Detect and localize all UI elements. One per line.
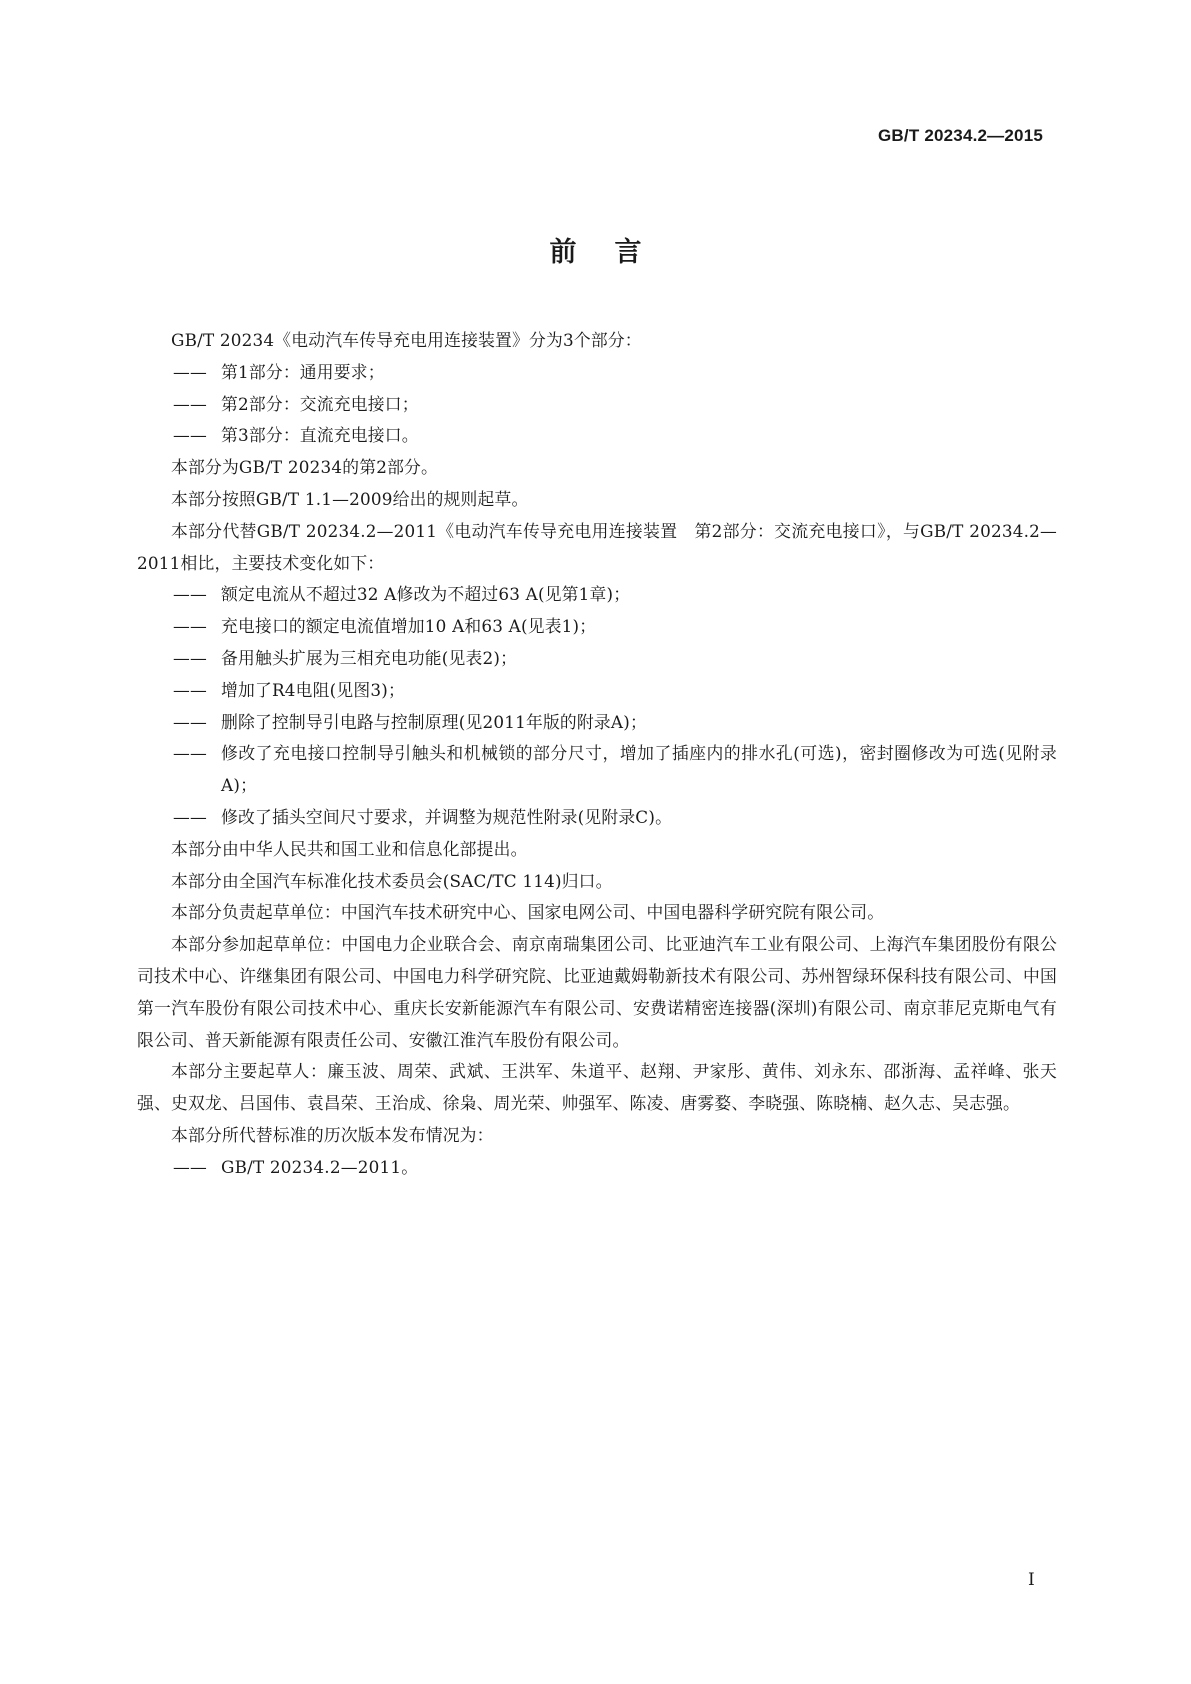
page-number: I xyxy=(1028,1570,1035,1590)
body-paragraph: 本部分由全国汽车标准化技术委员会(SAC/TC 114)归口。 xyxy=(171,870,613,891)
body-paragraph: 本部分为GB/T 20234的第2部分。 xyxy=(171,457,439,478)
dash-item-text: 删除了控制导引电路与控制原理(见2011年版的附录A)； xyxy=(221,711,647,732)
dash-list-item xyxy=(137,707,1057,739)
em-dash-marker: —— xyxy=(173,584,207,605)
em-dash-marker: —— xyxy=(173,425,207,446)
dash-list-item xyxy=(137,611,1057,643)
em-dash-marker: —— xyxy=(173,361,207,382)
body-paragraph: 本部分由中华人民共和国工业和信息化部提出。 xyxy=(171,838,528,859)
dash-list-item xyxy=(137,420,1057,452)
dash-item-text: 第3部分：直流充电接口。 xyxy=(221,425,419,446)
dash-item-text: 修改了插头空间尺寸要求，并调整为规范性附录(见附录C)。 xyxy=(221,806,673,827)
em-dash-marker: —— xyxy=(173,711,207,732)
em-dash-marker: —— xyxy=(173,743,207,764)
body-paragraph: 本部分按照GB/T 1.1—2009给出的规则起草。 xyxy=(171,488,529,509)
body-paragraph: GB/T 20234《电动汽车传导充电用连接装置》分为3个部分： xyxy=(171,330,642,350)
page-title: 前言 xyxy=(549,237,680,268)
dash-item-text: 增加了R4电阻(见图3)； xyxy=(221,679,405,700)
standard-number: GB/T 20234.2—2015 xyxy=(878,126,1043,145)
body-paragraph: 本部分所代替标准的历次版本发布情况为： xyxy=(171,1124,494,1145)
em-dash-marker: —— xyxy=(173,616,207,637)
body-paragraph: 本部分代替GB/T 20234.2—2011《电动汽车传导充电用连接装置 第2部分：交流充电接口》，与GB/T 20234.2—2011相比，主要技术变化如下： xyxy=(137,520,1057,573)
em-dash-marker: —— xyxy=(173,1156,207,1177)
em-dash-marker: —— xyxy=(173,806,207,827)
body-paragraph: 本部分负责起草单位：中国汽车技术研究中心、国家电网公司、中国电器科学研究院有限公司。 xyxy=(171,902,885,923)
dash-item-text: GB/T 20234.2—2011。 xyxy=(221,1156,419,1177)
dash-item-text: 备用触头扩展为三相充电功能(见表2)； xyxy=(221,647,518,668)
body-paragraph: 本部分参加起草单位：中国电力企业联合会、南京南瑞集团公司、比亚迪汽车工业有限公司、上海汽车集团股份有限公司技术中心、许继集团有限公司、中国电力科学研究院、比亚迪戴姆勒新技术有限公司、苏州智绿环保科技有限公司、中国第一汽车股份有限公司技术中心、重庆长安新能源汽车有限公司、安费诺精密连接器(深圳)有限公司、南京菲尼克斯电气有限公司、普天新能源有限责任公司、安徽江淮汽车股份有限公司。 xyxy=(137,934,1057,1050)
dash-list-item xyxy=(137,579,1057,611)
dash-list-item xyxy=(137,389,1057,421)
dash-list-item xyxy=(137,675,1057,707)
em-dash-marker: —— xyxy=(173,679,207,700)
dash-item-text: 充电接口的额定电流值增加10 A和63 A(见表1)； xyxy=(221,616,597,637)
dash-item-text: 额定电流从不超过32 A修改为不超过63 A(见第1章)； xyxy=(221,584,631,605)
dash-list-item xyxy=(137,738,1057,802)
dash-list-item xyxy=(137,1152,1057,1184)
dash-item-text: 第1部分：通用要求； xyxy=(221,361,385,382)
dash-item-text: 修改了充电接口控制导引触头和机械锁的部分尺寸，增加了插座内的排水孔(可选)，密封圈修改为可选(见附录A)； xyxy=(221,743,1057,796)
document-body xyxy=(137,325,1057,1184)
em-dash-marker: —— xyxy=(173,647,207,668)
em-dash-marker: —— xyxy=(173,393,207,414)
dash-list-item xyxy=(137,802,1057,834)
dash-list-item xyxy=(137,643,1057,675)
dash-list-item xyxy=(137,357,1057,389)
dash-item-text: 第2部分：交流充电接口； xyxy=(221,393,419,414)
body-paragraph: 本部分主要起草人：廉玉波、周荣、武斌、王洪军、朱道平、赵翔、尹家彤、黄伟、刘永东、邵浙海、孟祥峰、张天强、史双龙、吕国伟、袁昌荣、王治成、徐枭、周光荣、帅强军、陈凌、唐雾婺、李晓强、陈晓楠、赵久志、吴志强。 xyxy=(137,1061,1057,1114)
